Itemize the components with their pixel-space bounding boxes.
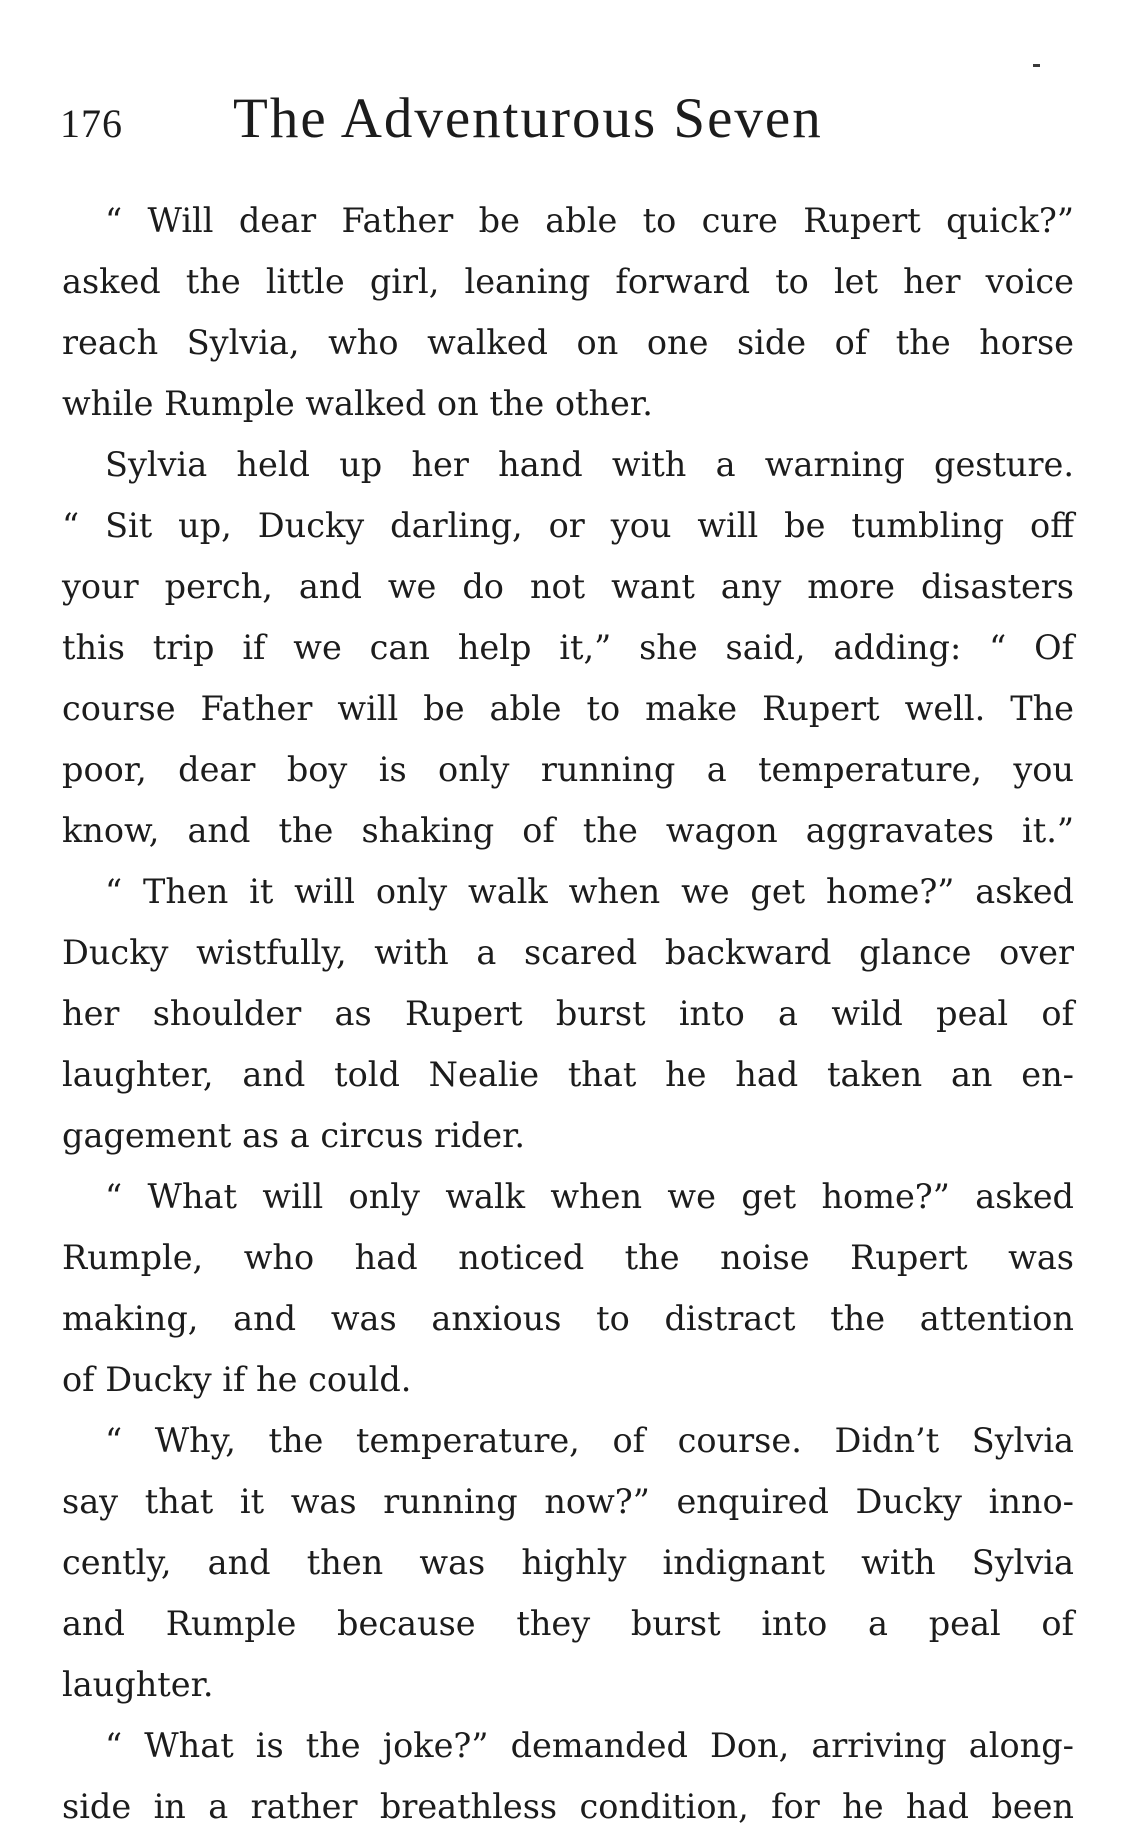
text-line: “ Then it will only walk when we get home?” asked [105, 872, 1074, 911]
text-line: know, and the shaking of the wagon aggravates it.” [62, 811, 1074, 850]
text-line: Sylvia held up her hand with a warning gesture. [105, 445, 1074, 484]
text-line: reach Sylvia, who walked on one side of the horse [62, 323, 1074, 362]
text-line: say that it was running now?” enquired Ducky inno- [62, 1482, 1074, 1521]
text-line: “ Sit up, Ducky darling, or you will be tumbling off [62, 506, 1074, 545]
text-line: this trip if we can help it,” she said, adding: “ Of [62, 628, 1074, 667]
text-line: asked the little girl, leaning forward to let her voice [62, 262, 1074, 301]
text-line: your perch, and we do not want any more disasters [62, 567, 1074, 606]
text-line: gagement as a circus rider. [62, 1116, 526, 1155]
page-number: 176 [60, 101, 123, 146]
text-line: “ Why, the temperature, of course. Didn’t Sylvia [105, 1421, 1074, 1460]
text-line: while Rumple walked on the other. [62, 384, 653, 423]
text-line: making, and was anxious to distract the attention [62, 1299, 1074, 1338]
text-line: poor, dear boy is only running a temperature, you [62, 750, 1074, 789]
text-line: laughter, and told Nealie that he had taken an en- [62, 1055, 1074, 1094]
text-line: “ What will only walk when we get home?” asked [105, 1177, 1074, 1216]
text-line: of Ducky if he could. [62, 1360, 412, 1399]
print-speck [1033, 64, 1040, 67]
text-line: her shoulder as Rupert burst into a wild peal of [62, 994, 1074, 1033]
text-line: “ Will dear Father be able to cure Rupert quick?” [105, 201, 1074, 240]
text-line: Rumple, who had noticed the noise Rupert was [62, 1238, 1074, 1277]
book-title: The Adventurous Seven [233, 87, 823, 150]
text-line: course Father will be able to make Rupert well. The [62, 689, 1074, 728]
text-line: Ducky wistfully, with a scared backward glance over [62, 933, 1074, 972]
text-line: side in a rather breathless condition, for he had been [62, 1787, 1074, 1826]
text-line: “ What is the joke?” demanded Don, arriving along- [105, 1726, 1074, 1765]
text-line: laughter. [62, 1665, 214, 1704]
running-head [60, 86, 1060, 166]
text-line: and Rumple because they burst into a peal of [62, 1604, 1074, 1643]
body-text [62, 190, 1074, 1837]
text-line: cently, and then was highly indignant with Sylvia [62, 1543, 1074, 1582]
